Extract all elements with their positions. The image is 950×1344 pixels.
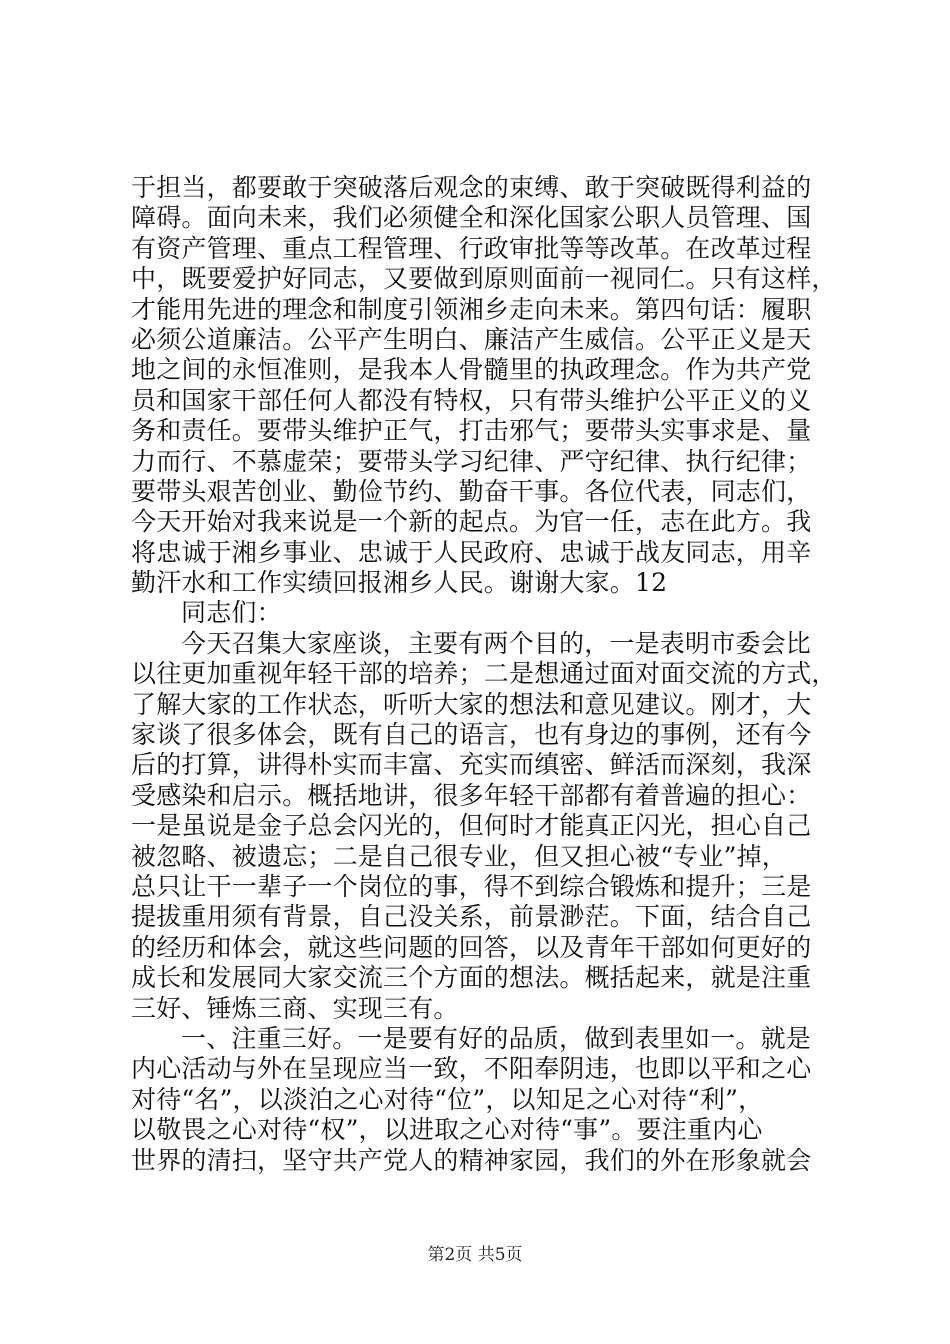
text-line: 地之间的永恒准则，是我本人骨髓里的执政理念。作为共产党 <box>131 355 812 385</box>
text-line: 必须公道廉洁。公平产生明白、廉洁产生威信。公平正义是天 <box>131 324 812 354</box>
text-line: 以敬畏之心对待“权”，以进取之心对待“事”。要注重内心 <box>131 1115 763 1145</box>
text-line: 的经历和体会，就这些问题的回答，以及青年干部如何更好的 <box>131 932 812 962</box>
text-line: 将忠诚于湘乡事业、忠诚于人民政府、忠诚于战友同志，用辛 <box>131 537 812 567</box>
text-line: 要带头艰苦创业、勤俭节约、勤奋干事。各位代表，同志们， <box>131 476 812 506</box>
text-line: 勤汗水和工作实绩回报湘乡人民。谢谢大家。12 <box>131 568 668 598</box>
text-line: 提拔重用须有背景，自己没关系，前景渺茫。下面，结合自己 <box>131 902 812 932</box>
document-body <box>131 173 837 1176</box>
text-line: 才能用先进的理念和制度引领湘乡走向未来。第四句话：履职 <box>131 294 812 324</box>
text-line: 后的打算，讲得朴实而丰富、充实而缜密、鲜活而深刻，我深 <box>131 750 812 780</box>
text-line: 对待“名”，以淡泊之心对待“位”，以知足之心对待“利”， <box>131 1084 764 1114</box>
text-line: 中，既要爱护好同志，又要做到原则面前一视同仁。只有这样， <box>131 264 837 294</box>
text-line: 受感染和启示。概括地讲，很多年轻干部都有着普遍的担心： <box>131 780 812 810</box>
text-line: 总只让干一辈子一个岗位的事，得不到综合锻炼和提升；三是 <box>131 871 812 901</box>
text-line: 有资产管理、重点工程管理、行政审批等等改革。在改革过程 <box>131 233 812 263</box>
text-line: 一是虽说是金子总会闪光的，但何时才能真正闪光，担心自己 <box>131 811 812 841</box>
text-line: 于担当，都要敢于突破落后观念的束缚、敢于突破既得利益的 <box>131 173 812 202</box>
text-line: 了解大家的工作状态，听听大家的想法和意见建议。刚才，大 <box>131 689 812 719</box>
text-line: 内心活动与外在呈现应当一致，不阳奉阴违，也即以平和之心 <box>131 1054 812 1084</box>
text-line: 员和国家干部任何人都没有特权，只有带头维护公平正义的义 <box>131 385 812 415</box>
text-line: 以往更加重视年轻干部的培养；二是想通过面对面交流的方式， <box>131 659 837 689</box>
paragraph-start-line: 一、注重三好。一是要有好的品质，做到表里如一。就是 <box>181 1023 812 1053</box>
paragraph-start-line: 今天召集大家座谈，主要有两个目的，一是表明市委会比 <box>181 628 812 658</box>
text-line: 成长和发展同大家交流三个方面的想法。概括起来，就是注重 <box>131 963 812 993</box>
paragraph-start-line: 同志们： <box>181 598 282 628</box>
text-line: 障碍。面向未来，我们必须健全和深化国家公职人员管理、国 <box>131 203 812 233</box>
page-footer: 第2页 共5页 <box>427 1245 523 1265</box>
text-line: 力而行、不慕虚荣；要带头学习纪律、严守纪律、执行纪律； <box>131 446 812 476</box>
text-line: 三好、锤炼三商、实现三有。 <box>131 993 459 1023</box>
text-line: 今天开始对我来说是一个新的起点。为官一任，志在此方。我 <box>131 507 812 537</box>
text-line: 被忽略、被遗忘；二是自己很专业，但又担心被“专业”掉， <box>131 841 787 871</box>
text-line: 家谈了很多体会，既有自己的语言，也有身边的事例，还有今 <box>131 720 812 750</box>
text-line: 务和责任。要带头维护正气，打击邪气；要带头实事求是、量 <box>131 416 812 446</box>
text-line: 世界的清扫，坚守共产党人的精神家园，我们的外在形象就会 <box>131 1145 812 1175</box>
